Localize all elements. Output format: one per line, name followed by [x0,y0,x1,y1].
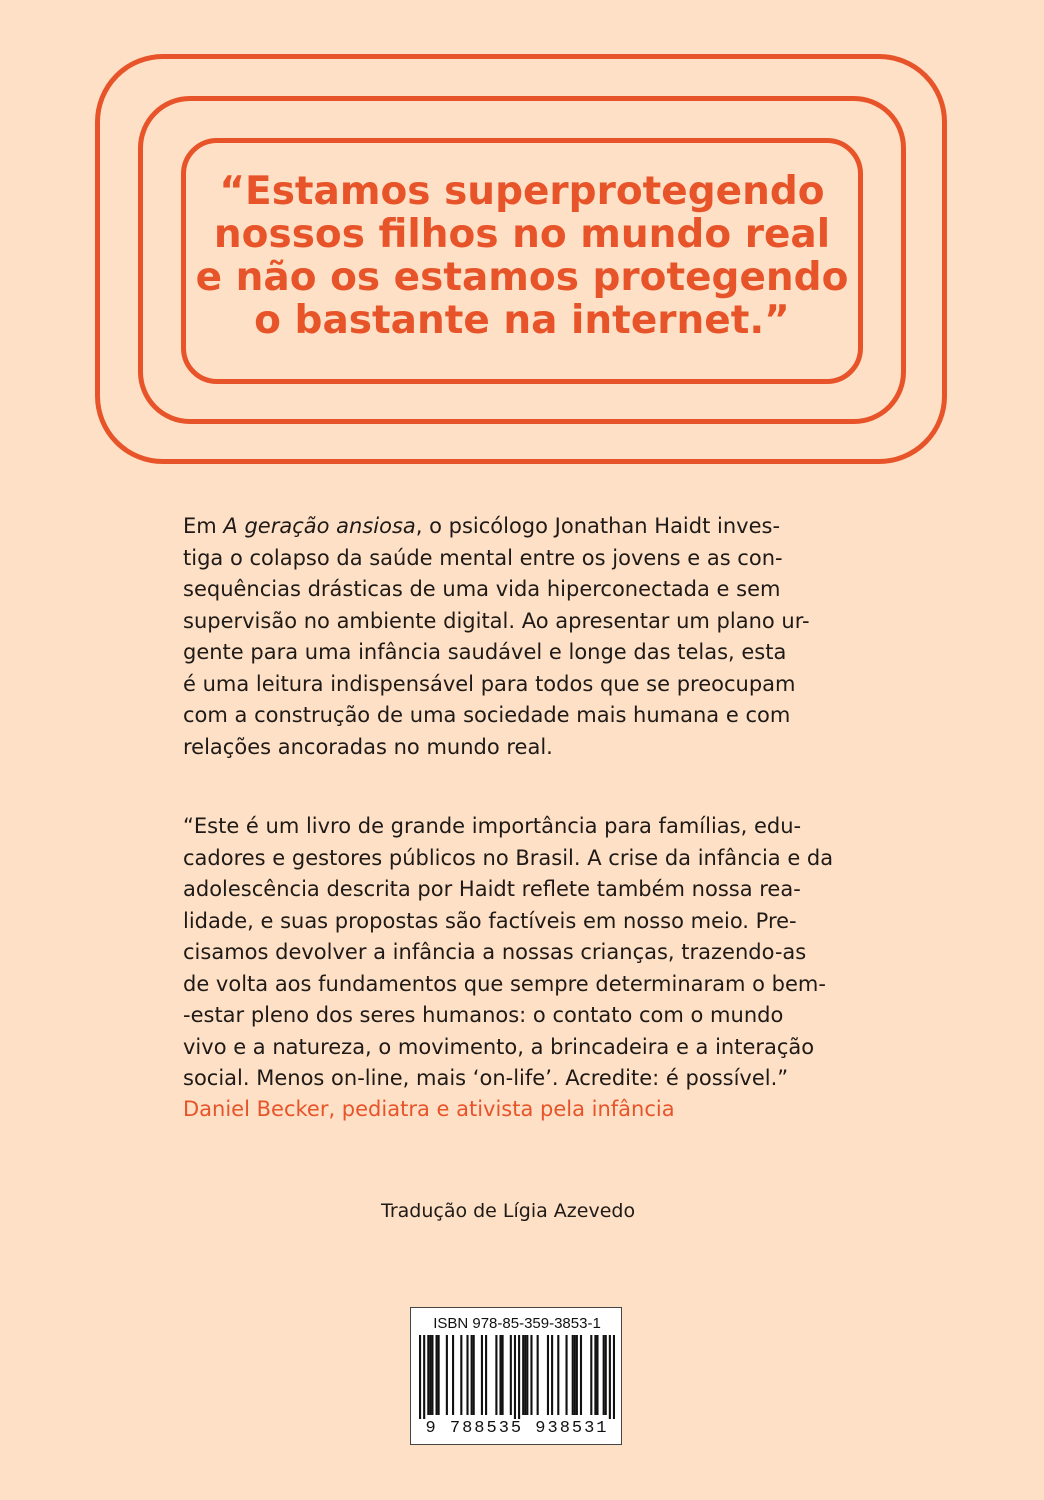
description-line: gente para uma infância saudável e longe das telas, esta [183,640,787,664]
barcode-bar [502,1335,504,1415]
pull-quote-line: “Estamos superprotegendo [219,169,825,214]
barcode-bar [590,1335,592,1415]
description-line: supervisão no ambiente digital. Ao apresentar um plano ur- [183,608,810,633]
testimonial-line: adolescência descrita por Haidt reflete também nossa rea- [183,877,801,901]
description-line: tiga o colapso da saúde mental entre os jovens e as con- [183,545,783,570]
barcode-bar [565,1335,567,1415]
barcode-bar [530,1335,532,1415]
barcode-bar [438,1335,440,1415]
barcode-bar [522,1335,524,1415]
barcode-bar [485,1335,487,1415]
barcode-bar [576,1335,578,1415]
testimonial-line: cisamos devolver a infância a nossas crianças, trazendo-as [183,940,807,964]
barcode-digits: 9 788535 938531 [425,1419,609,1438]
barcode-bar [580,1335,582,1415]
description-line: é uma leitura indispensável para todos que se preocupam [183,671,796,696]
barcode-bar [596,1335,598,1415]
barcode-bar [594,1335,596,1415]
barcode-bar [466,1335,468,1415]
testimonial-line: lidade, e suas propostas são factíveis em nosso meio. Pre- [183,908,797,933]
barcode-bar [514,1335,516,1419]
barcode-bar [473,1335,475,1415]
barcode-bar [423,1335,425,1419]
barcode-bar [537,1335,539,1415]
barcode-bars [419,1335,615,1419]
isbn-barcode [410,1307,622,1445]
barcode-bar [510,1335,512,1415]
barcode-bar [499,1335,501,1415]
barcode-bar [526,1335,528,1415]
barcode-bar [495,1335,497,1415]
testimonial-line: -estar pleno dos seres humanos: o contato com o mundo [183,1003,784,1027]
book-title-italic: A geração ansiosa [223,514,416,538]
barcode-bar [431,1335,433,1415]
description-line: Em A geração ansiosa, o psicólogo Jonathan Haidt inves- [183,514,781,538]
pull-quote [185,170,859,342]
pull-quote-line: o bastante na internet.” [254,298,790,343]
testimonial-quote [183,811,873,1095]
testimonial-attribution: Daniel Becker, pediatra e ativista pela infância [183,1097,675,1121]
barcode-bar [557,1335,559,1415]
barcode-bar [427,1335,429,1415]
barcode-bar [551,1335,553,1415]
pull-quote-line: nossos filhos no mundo real [213,212,831,257]
barcode-bar [419,1335,421,1419]
description-line: com a construção de uma sociedade mais humana e com [183,703,791,727]
barcode-bar [574,1335,576,1415]
testimonial-line: social. Menos on-line, mais ‘on-life’. Acredite: é possível.” [183,1066,789,1090]
description-line: sequências drásticas de uma vida hiperconectada e sem [183,577,781,601]
barcode-bar [609,1335,611,1419]
description-line: relações ancoradas no mundo real. [183,734,553,759]
testimonial-line: “Este é um livro de grande importância para famílias, edu- [183,814,802,838]
book-description [183,511,873,763]
testimonial-line: cadores e gestores públicos no Brasil. A crise da infância e da [183,845,834,870]
barcode-bar [613,1335,615,1419]
testimonial-line: vivo e a natureza, o movimento, a brincadeira e a interação [183,1034,815,1059]
barcode-bar [460,1335,462,1415]
barcode-bar [524,1335,526,1415]
testimonial-line: de volta aos fundamentos que sempre determinaram o bem- [183,971,826,996]
barcode-bar [446,1335,448,1415]
barcode-bar [436,1335,438,1415]
barcode-bar [572,1335,574,1415]
barcode-bar [605,1335,607,1415]
barcode-bar [481,1335,483,1415]
translation-credit: Tradução de Lígia Azevedo [381,1200,636,1222]
barcode-bar [429,1335,431,1415]
barcode-bar [471,1335,473,1415]
pull-quote-line: e não os estamos protegendo [195,255,849,300]
barcode-bar [452,1335,454,1415]
isbn-label: ISBN 978-85-359-3853-1 [433,1315,601,1332]
barcode-bar [518,1335,520,1419]
barcode-bar [603,1335,605,1415]
barcode-bar [547,1335,549,1415]
